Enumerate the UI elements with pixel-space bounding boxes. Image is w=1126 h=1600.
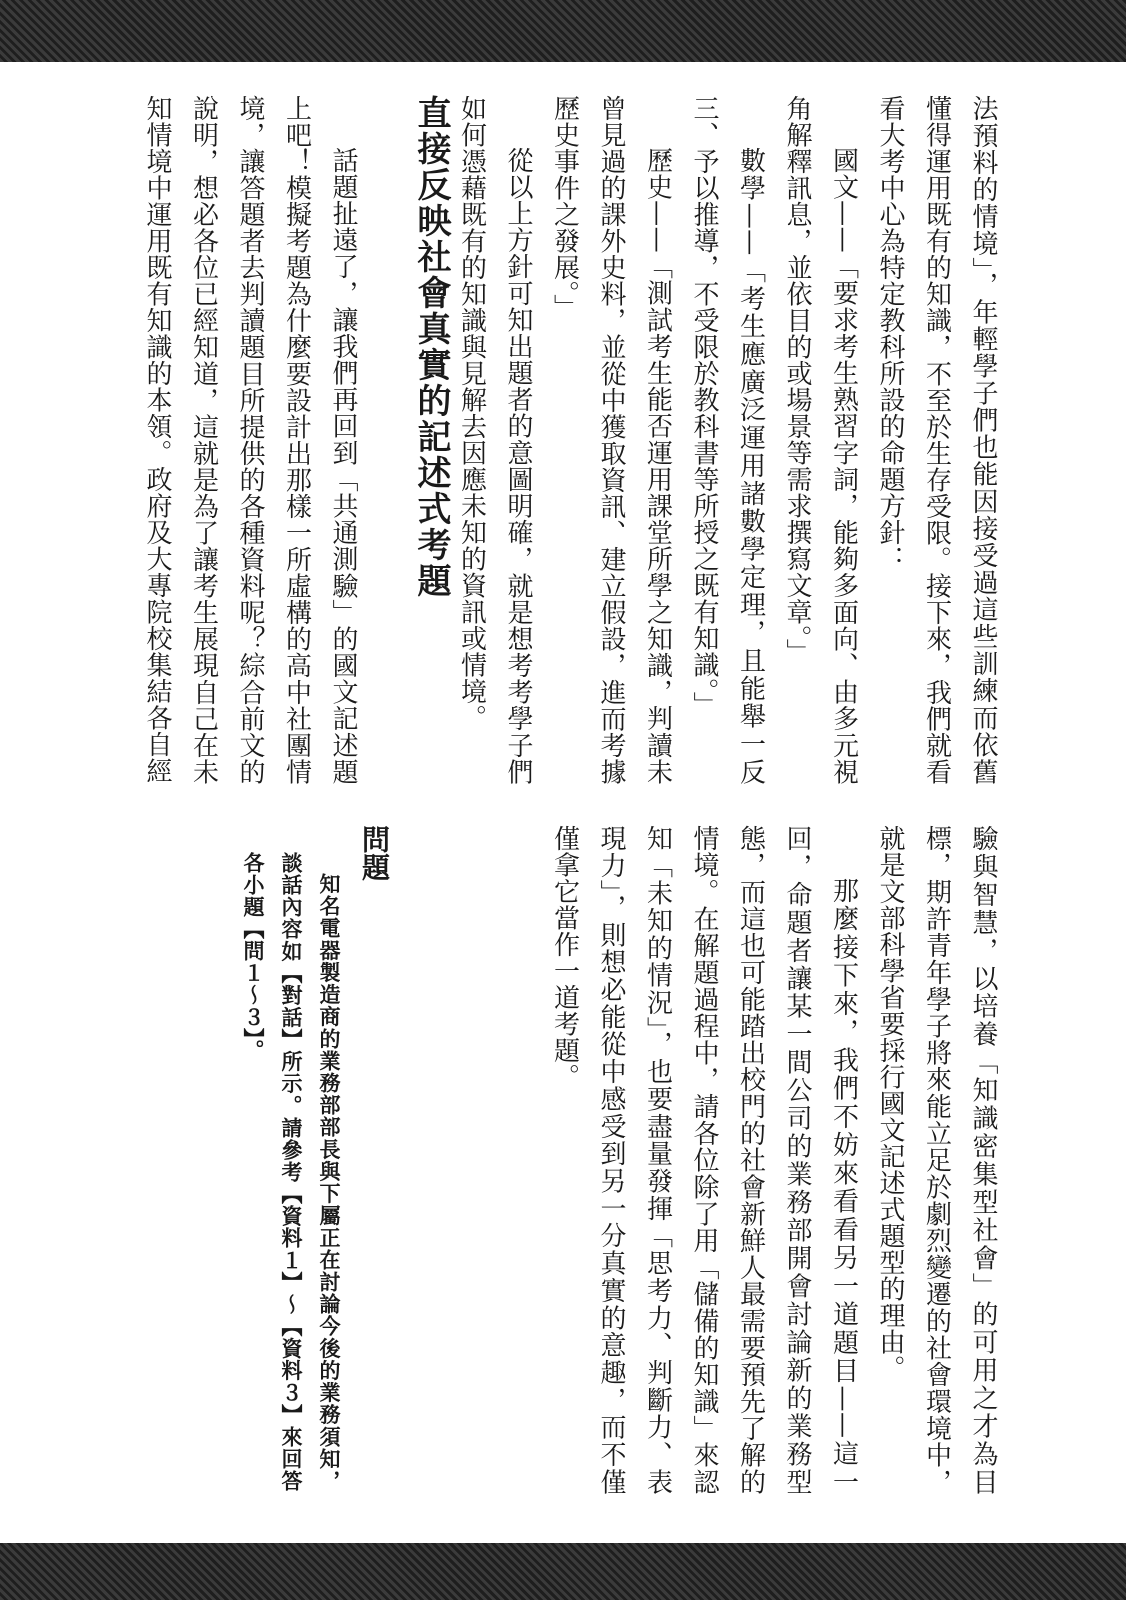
bottom-decorative-band (0, 1543, 1126, 1600)
body-text-block-bottom-right (536, 825, 1006, 1495)
paragraph: 歷史——「測試考生能否運用課堂所學之知識，判讀未曾見過的課外史料，並從中獲取資訊、建立假設，進而考據歷史事件之發展。」 (549, 95, 673, 785)
paragraph: 法預料的情境」，年輕學子們也能因接受過這些訓練而依舊懂得運用既有的知識，不至於生存受限。接下來，我們就看看大考中心為特定教科所設的命題方針： (875, 95, 998, 785)
top-decorative-band (0, 0, 1126, 62)
question-prompt: 知名電器製造商的業務部部長與下屬正在討論今後的業務須知，談話內容如【對話】所示。請參考【資料１】～【資料３】來回答各小題【問１～３】。 (241, 852, 341, 1492)
body-text-block-top-left (86, 95, 366, 785)
paragraph: 從以上方針可知出題者的意圖明確，就是想考考學子們如何憑藉既有的知識與見解去因應未知的資訊或情境。 (456, 95, 533, 785)
paragraph: 那麼接下來，我們不妨來看看另一道題目——這一回，命題者讓某一間公司的業務部開會討論新的業務型態，而這也可能踏出校門的社會新鮮人最需要預先了解的情境。在解題過程中，請各位除了用「儲備的知識」來認知「未知的情況」，也要盡量發揮「思考力、判斷力、表現力」，則想必能從中感受到另一分真實的意趣，而不僅僅拿它當作一道考題。 (549, 825, 859, 1495)
paragraph: 話題扯遠了，讓我們再回到「共通測驗」的國文記述題上吧！模擬考題為什麼要設計出那樣一所虛構的高中社團情境，讓答題者去判讀題目所提供的各種資料呢？綜合前文的說明，想必各位已經知道，這就是為了讓考生展現自己在未知情境中運用既有知識的本領。政府及大專院校集結各自經 (142, 95, 358, 785)
paragraph: 驗與智慧，以培養「知識密集型社會」的可用之才為目標，期許青年學子將來能立足於劇烈變遷的社會環境中，就是文部科學省要採行國文記述式題型的理由。 (875, 825, 998, 1495)
paragraph: 國文——「要求考生熟習字詞，能夠多面向、由多元視角解釋訊息，並依目的或場景等需求撰寫文章。」 (782, 95, 859, 785)
question-text-block (218, 852, 348, 1492)
section-heading: 直接反映社會真實的記述式考題 (411, 95, 451, 599)
question-label: 問題 (358, 825, 391, 881)
paragraph: 數學——「考生應廣泛運用諸數學定理，且能舉一反三、予以推導，不受限於教科書等所授之既有知識。」 (689, 95, 766, 785)
body-text-block-top-right (456, 95, 1006, 785)
